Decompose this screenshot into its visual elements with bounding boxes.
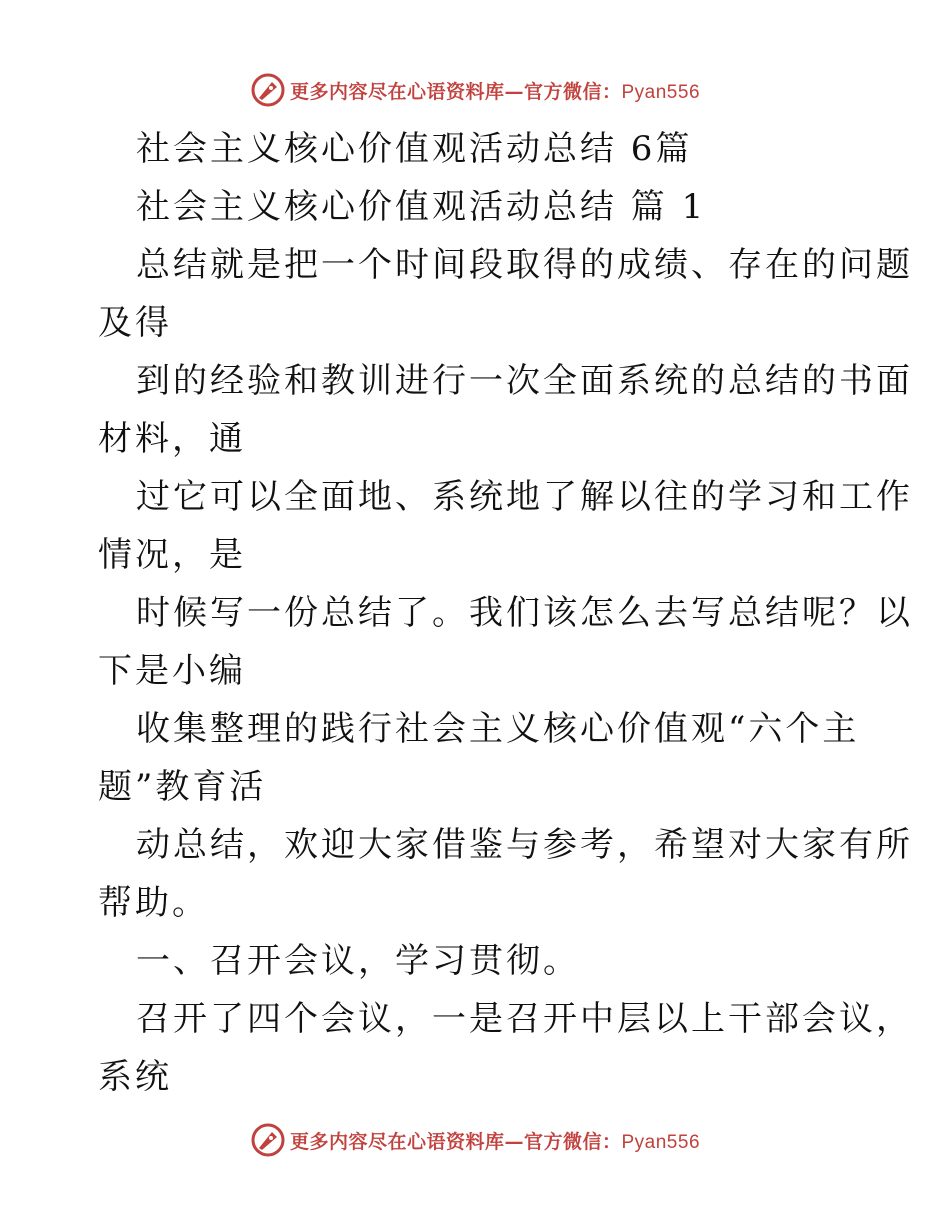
paragraph-line: 情况，是: [98, 535, 246, 575]
paragraph-line: 召开了四个会议，一是召开中层以上干部会议，: [136, 999, 913, 1039]
watermark-text: 更多内容尽在心语资料库—官方微信：Pyan556: [289, 1130, 701, 1153]
pen-nib-logo-icon: [250, 1122, 286, 1158]
subheading: 一、召开会议，学习贯彻。: [136, 941, 580, 981]
paragraph-line: 总结就是把一个时间段取得的成绩、存在的问题: [136, 245, 913, 285]
paragraph-line: 下是小编: [98, 651, 246, 691]
paragraph-line: 时候写一份总结了。我们该怎么去写总结呢？以: [136, 593, 913, 633]
pen-nib-logo-icon: [250, 72, 286, 108]
paragraph-line: 收集整理的践行社会主义核心价值观“六个主: [136, 709, 860, 749]
paragraph-line: 系统: [98, 1057, 172, 1097]
paragraph-line: 到的经验和教训进行一次全面系统的总结的书面: [136, 361, 913, 401]
wechat-id: Pyan556: [621, 1131, 701, 1153]
document-body: [98, 120, 913, 1106]
paragraph-line: 题”教育活: [98, 767, 267, 807]
paragraph-line: 动总结，欢迎大家借鉴与参考，希望对大家有所: [136, 825, 913, 865]
watermark-text: 更多内容尽在心语资料库—官方微信：Pyan556: [289, 80, 701, 103]
paragraph-line: 过它可以全面地、系统地了解以往的学习和工作: [136, 477, 913, 517]
paragraph-line: 帮助。: [98, 883, 209, 923]
paragraph-line: 及得: [98, 303, 172, 343]
paragraph-line: 材料，通: [98, 419, 246, 459]
header-watermark: [0, 70, 950, 110]
footer-watermark: [0, 1120, 950, 1160]
doc-title: 社会主义核心价值观活动总结 6篇: [136, 129, 693, 169]
wechat-id: Pyan556: [621, 81, 701, 103]
section-heading: 社会主义核心价值观活动总结 篇 1: [136, 187, 707, 227]
